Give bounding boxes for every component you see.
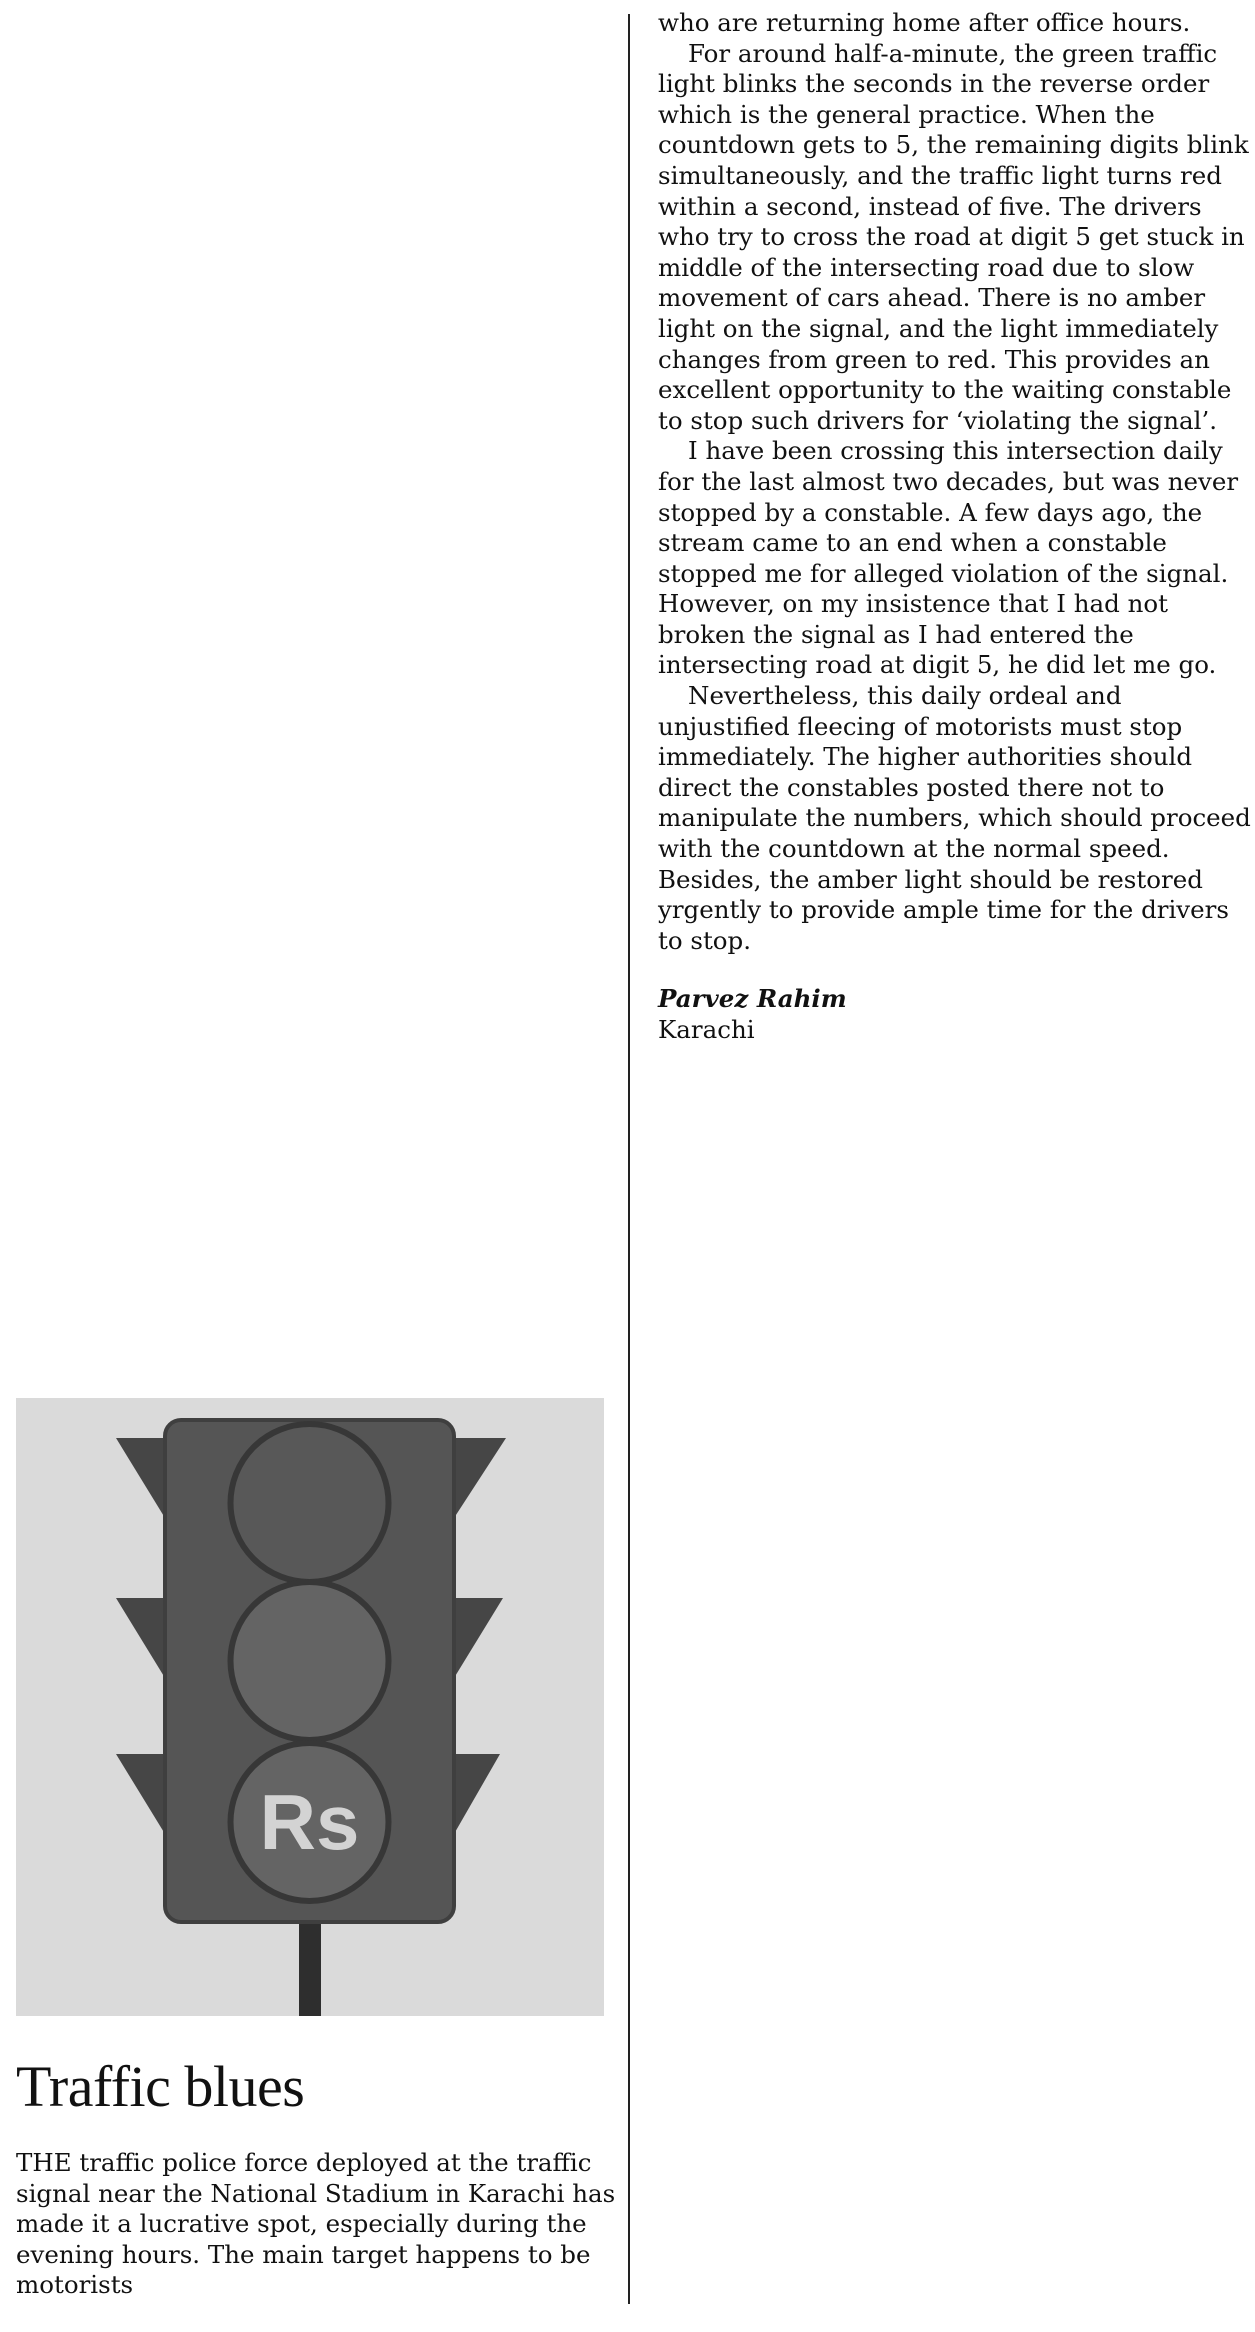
- letter-lead-column: [16, 2148, 620, 2301]
- continued-text: who are returning home after office hours.: [658, 8, 1191, 37]
- author-city: Karachi: [658, 1015, 755, 1044]
- author-name: Parvez Rahim: [658, 984, 847, 1014]
- column-divider: [628, 14, 630, 2304]
- red-lamp: [231, 1424, 389, 1582]
- traffic-light-pole: [299, 1918, 321, 2016]
- lead-paragraph: THE traffic police force deployed at the traffic signal near the National Stadium in Karachi has made it a lucrative spot, especially during the evening hours. The main target happens to be motorists: [16, 2148, 616, 2300]
- traffic-light-icon: [16, 1398, 604, 2016]
- headline: Traffic blues: [16, 2054, 305, 2119]
- rupee-symbol-label: Rs: [259, 1778, 360, 1866]
- amber-lamp: [231, 1582, 389, 1740]
- signature-block: [658, 984, 1255, 1045]
- body-paragraph-2: I have been crossing this intersection daily for the last almost two decades, but was never stopped by a constable. A few days ago, the stream came to an end when a constable stopped me for alleged violation of the signal. However, on my insistence that I had not broken the signal as I had entered the intersecting road at digit 5, he did let me go.: [658, 436, 1239, 680]
- body-paragraph-1: For around half-a-minute, the green traffic light blinks the seconds in the reverse order which is the general practice. When the countdown gets to 5, the remaining digits blink simultaneously, and the traffic light turns red within a second, instead of five. The drivers who try to cross the road at digit 5 get stuck in middle of the intersecting road due to slow movement of cars ahead. There is no amber light on the signal, and the light immediately changes from green to red. This provides an excellent opportunity to the waiting constable to stop such drivers for ‘violating the signal’.: [658, 38, 1249, 435]
- body-paragraph-3: Nevertheless, this daily ordeal and unjustified fleecing of motorists must stop immediately. The higher authorities should direct the constables posted there not to manipulate the numbers, which should proceed with the countdown at the normal speed. Besides, the amber light should be restored yrgently to provide ample time for the drivers to stop.: [658, 681, 1251, 955]
- traffic-light-illustration: [16, 1398, 604, 2016]
- letter-continuation-column: [658, 8, 1255, 1046]
